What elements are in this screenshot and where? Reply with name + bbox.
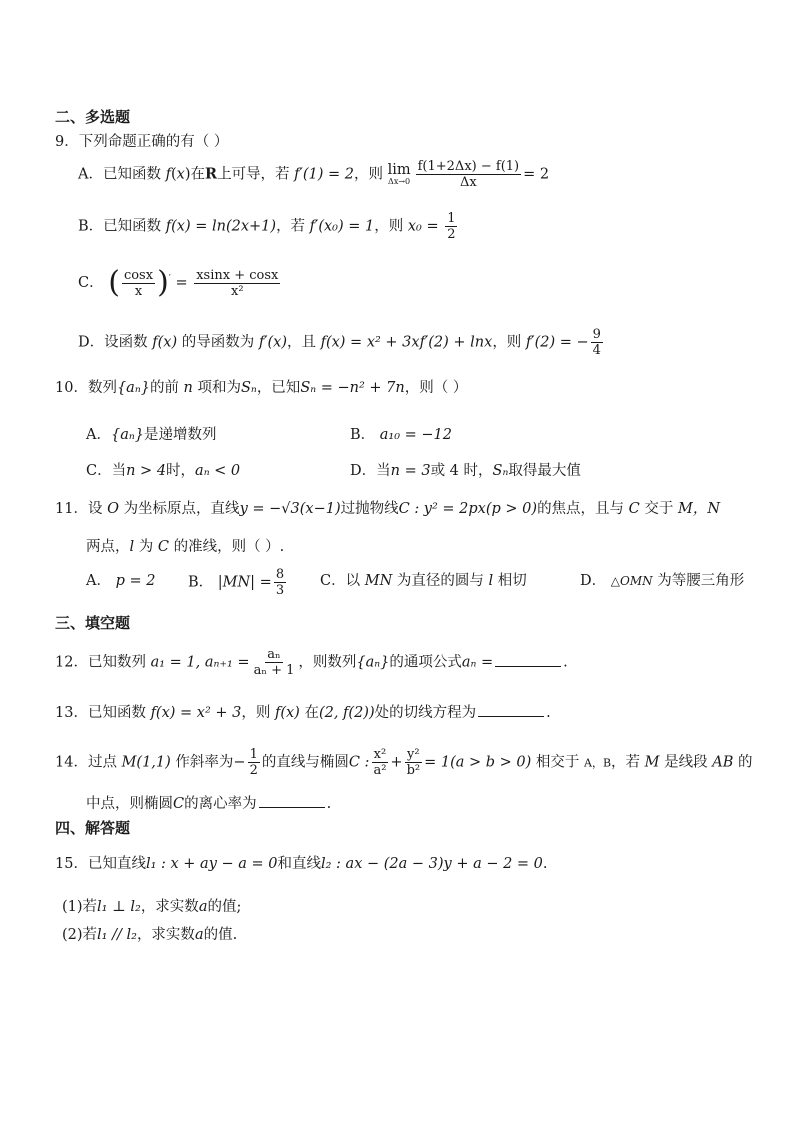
- question-15: 15．已知直线l₁ : x + ay − a = 0和直线l₂ : ax − (2a − 3)y + a − 2 = 0.: [55, 856, 548, 872]
- question-10-stem: 10．数列{aₙ}的前 n 项和为Sₙ，已知Sₙ = −n² + 7n，则（ ）: [55, 380, 468, 396]
- math: R: [205, 165, 218, 183]
- question-text: 下列命题正确的有（ ）: [78, 134, 229, 150]
- option-label: D．: [580, 573, 607, 589]
- question-14-line2: 中点，则椭圆C的离心率为 .: [86, 796, 332, 812]
- question-15-part-1: (1)若l₁ ⊥ l₂，求实数a的值;: [62, 899, 242, 915]
- math: f′(1) = 2: [294, 166, 354, 183]
- option-text: 已知函数: [102, 166, 161, 183]
- answer-blank[interactable]: [478, 704, 544, 717]
- option-label: D．: [350, 463, 377, 479]
- question-number: 9．: [55, 134, 79, 150]
- q9-option-d: [78, 328, 605, 357]
- q9-option-c: C． ( $\frac{\cos x}{x}$ )′ = $\frac{xsinx + \cos x}{\text{x²}}$: [78, 265, 279, 300]
- option-label: D．: [78, 334, 105, 351]
- question-number: 13．: [55, 705, 88, 721]
- fraction: $\frac{f(1+2\Delta x) - f(1)}{\Delta x}$: [417, 159, 520, 190]
- option-text: 在: [190, 166, 205, 183]
- option-text: ，若: [276, 218, 306, 235]
- fraction: $\frac{9}{4}$: [592, 327, 601, 358]
- fraction: $\frac{1}{2}$: [447, 211, 456, 242]
- q10-option-c: C．当n > 4时，aₙ < 0: [86, 463, 241, 479]
- option-text: ，则: [353, 166, 383, 183]
- math: f(x) = ln(2x+1): [165, 218, 277, 235]
- q9-option-b: [78, 212, 459, 241]
- fraction: $\frac{\text{x²}}{\text{a²}}$: [373, 747, 387, 778]
- q11-option-c: C．以 MN 为直径的圆与 l 相切: [320, 573, 527, 589]
- math: f′(2) = −: [525, 334, 589, 351]
- question-number: 14．: [55, 754, 88, 771]
- fraction: $\frac{\text{y²}}{\text{b²}}$: [406, 747, 421, 778]
- question-13: 13．已知函数 f(x) = x² + 3，则 f(x) 在(2, f(2))处的切线方程为 .: [55, 705, 551, 721]
- answer-blank[interactable]: [495, 654, 561, 667]
- option-label: A．: [86, 573, 111, 589]
- section-heading-multi-choice: 二、多选题: [55, 108, 131, 126]
- math: =: [175, 275, 188, 291]
- question-14: 14．过点 M(1,1) 作斜率为− $\frac{1}{2}$ 的直线与椭圆C : $\frac{\text{x²}}{\text{a²}}$ + $\frac{\text{y²}}{\text{b²}}$ = 1(a > b > 0) 相交于 A，B，若 M 是线段 AB 的: [55, 747, 753, 778]
- math: f′(x): [258, 334, 287, 351]
- q9-option-a: A．已知函数 f(x)在R上可导，若 f′(1) = 2，则 lim Δx→0 $\frac{f(1+2\Delta x) - f(1)}{\Delta x}$ = 2: [78, 159, 550, 190]
- option-label: B．: [78, 218, 104, 235]
- q11-option-d: D． △OMN 为等腰三角形: [580, 573, 745, 589]
- option-label: C．: [320, 573, 346, 589]
- option-label: A．: [86, 427, 111, 443]
- option-text: ，则: [374, 218, 404, 235]
- math: ′: [168, 274, 171, 285]
- question-11-stem-line2: 两点，l 为 C 的准线，则（ ）.: [86, 539, 285, 555]
- option-label: C．: [86, 463, 112, 479]
- q10-option-b: B． a₁₀ = −12: [350, 427, 453, 443]
- fraction: $\frac{\text{aₙ}}{\text{aₙ + 1}}$: [253, 647, 295, 678]
- math: = 2: [523, 166, 550, 183]
- question-12: 12．已知数列 a₁ = 1, aₙ₊₁ = $\frac{\text{aₙ}}{\text{aₙ + 1}}$ ，则数列{aₙ}的通项公式aₙ = .: [55, 647, 568, 678]
- question-number: 15．: [55, 856, 88, 872]
- q10-option-a: A．{aₙ}是递增数列: [86, 427, 217, 443]
- answer-blank[interactable]: [259, 795, 325, 808]
- question-number: 11．: [55, 501, 88, 517]
- q11-option-a: A． p = 2: [86, 573, 156, 589]
- math: x₀ =: [407, 218, 439, 235]
- option-label: B．: [350, 427, 376, 443]
- option-label: C．: [78, 275, 104, 291]
- limit-operator: lim Δx→0: [387, 162, 411, 186]
- question-15-part-2: (2)若l₁ // l₂，求实数a的值.: [62, 927, 238, 943]
- math: f(x) = x² + 3xf′(2) + lnx: [320, 334, 493, 351]
- fraction: $\frac{1}{2}$: [249, 747, 258, 778]
- q10-option-d: D．当n = 3或 4 时，Sₙ取得最大值: [350, 463, 581, 479]
- fraction: $\frac{xsinx + \cos x}{\text{x²}}$: [196, 267, 279, 299]
- question-number: 12．: [55, 654, 88, 671]
- math: f: [165, 166, 171, 183]
- question-number: 10．: [55, 380, 88, 396]
- option-text: 已知函数: [103, 218, 162, 235]
- section-heading-answer: 四、解答题: [55, 819, 131, 837]
- option-text: ，且: [286, 334, 316, 351]
- option-text: 的导函数为: [181, 334, 255, 351]
- option-text: 设函数: [104, 334, 148, 351]
- question-11-stem: 11．设 O 为坐标原点，直线y = −√3(x−1)过抛物线C : y² = 2px(p > 0)的焦点，且与 C 交于 M，N: [55, 501, 721, 517]
- q11-option-b: B． |MN| = $\frac{8}{3}$: [188, 567, 285, 598]
- section-heading-fill-blank: 三、填空题: [55, 614, 131, 632]
- math: f′(x₀) = 1: [309, 218, 375, 235]
- math: f(x): [152, 334, 178, 351]
- option-label: B．: [188, 574, 214, 591]
- option-text: ，则: [492, 334, 522, 351]
- fraction: $\frac{\cos x}{x}$: [123, 267, 154, 299]
- option-text: 上可导，若: [217, 166, 290, 183]
- option-label: A．: [78, 166, 103, 183]
- fraction: $\frac{8}{3}$: [275, 567, 285, 598]
- question-9-stem: [55, 135, 228, 150]
